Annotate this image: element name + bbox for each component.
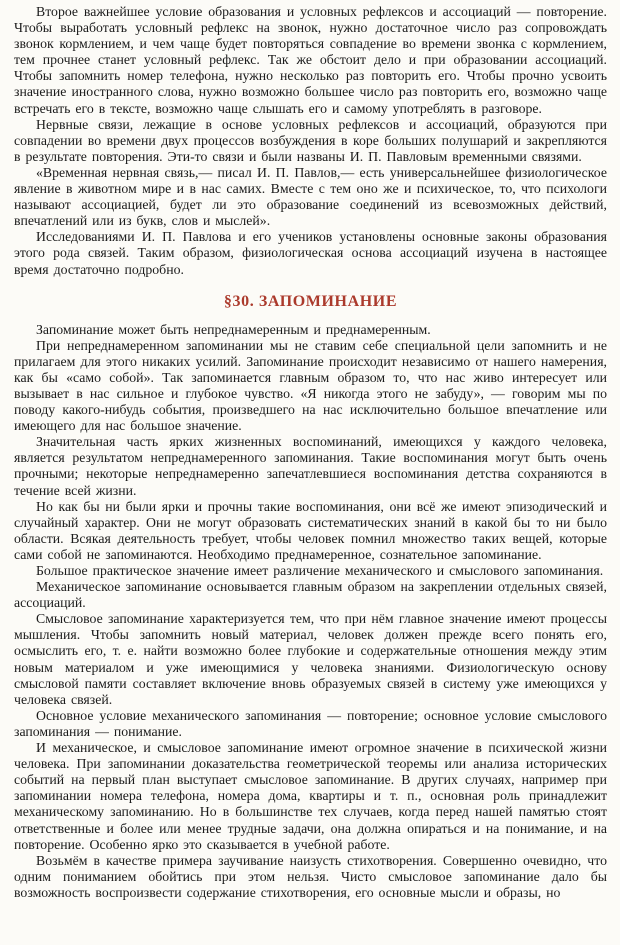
paragraph: Возьмём в качестве примера заучивание наизусть стихотворения. Совершенно очевидно, что одним пониманием обойтись при этом нельзя. Чисто смысловое запоминание дало бы возможность воспроизвести содержание стихотворения, его основные мысли и образы, но: [14, 852, 607, 900]
paragraph: Запоминание может быть непреднамеренным и преднамеренным.: [36, 321, 431, 337]
paragraph: Исследованиями И. П. Павлова и его учеников установлены основные законы образования этого рода связей. Таким образом, физиологическая основа ассоциаций изучена в настоящее время достаточно подробно.: [14, 229, 607, 277]
paragraph: Большое практическое значение имеет различение механического и смыслового запоминания.: [36, 563, 604, 578]
section-heading: §30. ЗАПОМИНАНИЕ: [223, 292, 398, 310]
paragraph: При непреднамеренном запоминании мы не ставим себе специальной цели запомнить и не прилагаем для этого никаких усилий. Запоминание происходит независимо от нашего намерения, как бы «само собой». Так запоминается главным образом то, что нас живо интересует или вызывает в нас сильное и глубокое чувство. «Я никогда этого не забуду», — говорим мы по поводу какого-нибудь события, произведшего на нас исключительно большое впечатление или имеющего для нас большое значение.: [14, 337, 607, 434]
paragraph: И механическое, и смысловое запоминание имеют огромное значение в психической жизни человека. При запоминании доказательства геометрической теоремы или анализа исторических событий на первый план выступает смысловое запоминание. В других случаях, например при запоминании номера телефона, номера дома, квартиры и т. п., основная роль принадлежит механическому запоминанию. Но в большинстве тех случаев, когда перед нашей памятью стоят ответственные и более или менее трудные задачи, она должна опираться и на понимание, и на повторение. Особенно ярко это сказывается в учебной работе.: [14, 740, 607, 852]
paragraph: Но как бы ни были ярки и прочны такие воспоминания, они всё же имеют эпизодический и случайный характер. Они не могут образовать систематических знаний в какой бы то ни было области. Всякая деятельность требует, чтобы человек помнил множество таких вещей, которые сами собой не запоминаются. Необходимо преднамеренное, сознательное запоминание.: [14, 498, 607, 562]
paragraph: Механическое запоминание основывается главным образом на закреплении отдельных связей, ассоциаций.: [14, 579, 607, 611]
paragraph: Второе важнейшее условие образования и условных рефлексов и ассоциаций — повторение. Чтобы выработать условный рефлекс на звонок, нужно достаточное число раз сопровождать звонок кормлением, и чем чаще будет повторяться совпадение во времени звонка с кормлением, тем прочнее станет условный рефлекс. Так же обстоит дело и при образовании ассоциаций. Чтобы запомнить номер телефона, нужно несколько раз повторить его. Чтобы прочно усвоить значение иностранного слова, нужно возможно большее число раз повторить его, возможно чаще встречать его в тексте, возможно чаще слышать его и самому употреблять в разговоре.: [14, 4, 607, 116]
paragraph: Смысловое запоминание характеризуется тем, что при нём главное значение имеют процессы мышления. Чтобы запомнить новый материал, человек должен прежде всего понять его, осмыслить его, т. е. найти возможно более глубокие и содержательные отношения между этим новым материалом и уже имеющимися у человека знаниями. Физиологическую основу смысловой памяти составляет включение вновь образуемых связей в систему уже имеющихся у человека связей.: [14, 611, 607, 707]
paragraph: Основное условие механического запоминания — повторение; основное условие смыслового запоминания — понимание.: [14, 707, 607, 739]
paragraph: Значительная часть ярких жизненных воспоминаний, имеющихся у каждого человека, является результатом непреднамеренного запоминания. Такие воспоминания могут быть очень прочными; некоторые непреднамеренно запечатлевшиеся воспоминания детства сохраняются в течение всей жизни.: [14, 434, 607, 498]
paragraph: «Временная нервная связь,— писал И. П. Павлов,— есть универсальнейшее физиологическое явление в животном мире и в нас самих. Вместе с тем оно же и психическое, то, что психологи называют ассоциацией, будет ли это образование соединений из всевозможных действий, впечатлений или из букв, слов и мыслей».: [14, 164, 607, 229]
paragraph: Нервные связи, лежащие в основе условных рефлексов и ассоциаций, образуются при совпадении во времени двух процессов возбуждения в коре больших полушарий и закрепляются в результате повторения. Эти-то связи и были названы И. П. Павловым временными связями.: [14, 116, 607, 164]
